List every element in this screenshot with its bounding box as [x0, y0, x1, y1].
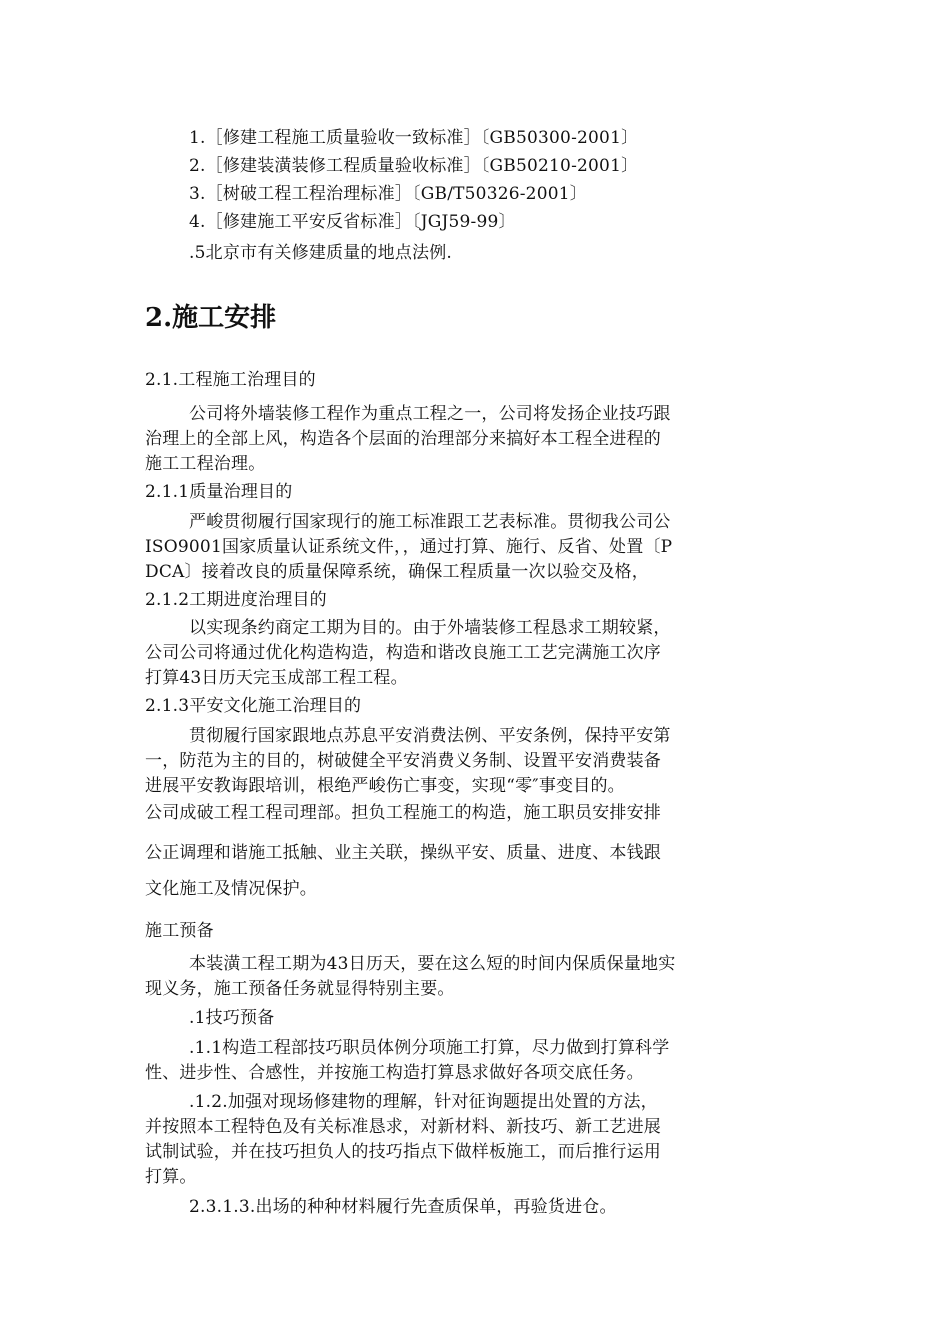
paragraph-line: 一，防范为主的目的，树破健全平安消费义务制、设置平安消费装备	[145, 751, 661, 771]
paragraph-line: 公司将外墙装修工程作为重点工程之一，公司将发扬企业技巧跟	[189, 404, 671, 424]
paragraph-line: .1.1构造工程部技巧职员体例分项施工打算，尽力做到打算科学	[189, 1038, 670, 1058]
paragraph-line: 进展平安教诲跟培训，根绝严峻伤亡事变，实现“零″事变目的。	[145, 776, 625, 796]
reference-item: 2.［修建装潢装修工程质量验收标准］〔GB50210-2001〕	[189, 156, 639, 176]
paragraph-line: 严峻贯彻履行国家现行的施工标准跟工艺表标准。贯彻我公司公	[189, 512, 671, 532]
subsection-heading: 2.1.1质量治理目的	[145, 482, 293, 502]
paragraph-line: 试制试验，并在技巧担负人的技巧指点下做样板施工，而后推行运用	[145, 1142, 661, 1162]
subsection-heading: 2.1.工程施工治理目的	[145, 370, 316, 390]
paragraph-line: 治理上的全部上风，构造各个层面的治理部分来搞好本工程全进程的	[145, 429, 661, 449]
paragraph-line: 打算43日历天完玉成部工程工程。	[145, 668, 408, 688]
paragraph-line: 公司成破工程工程司理部。担负工程施工的构造，施工职员安排安排	[145, 803, 661, 823]
subsection-heading: 2.1.3平安文化施工治理目的	[145, 696, 362, 716]
paragraph-line: .1.2.加强对现场修建物的理解，针对征询题提出处置的方法，	[189, 1092, 658, 1112]
reference-item: .5北京市有关修建质量的地点法例.	[189, 243, 453, 263]
paragraph-line: 公正调理和谐施工抵触、业主关联，操纵平安、质量、进度、本钱跟	[145, 843, 661, 863]
reference-item: 4.［修建施工平安反省标准］〔JGJ59-99〕	[189, 212, 516, 232]
paragraph-line: 2.3.1.3.出场的种种材料履行先查质保单，再验货进仓。	[189, 1197, 617, 1217]
paragraph-line: 贯彻履行国家跟地点苏息平安消费法例、平安条例，保持平安第	[189, 726, 671, 746]
reference-item: 1.［修建工程施工质量验收一致标准］〔GB50300-2001〕	[189, 128, 639, 148]
subsection-heading: .1技巧预备	[189, 1008, 275, 1028]
subsection-heading: 2.1.2工期进度治理目的	[145, 590, 327, 610]
subsection-heading: 施工预备	[145, 921, 214, 941]
paragraph-line: DCA〕接着改良的质量保障系统，确保工程质量一次以验交及格，	[145, 562, 649, 582]
section-heading: 2.施工安排	[145, 303, 277, 333]
paragraph-line: 以实现条约商定工期为目的。由于外墙装修工程恳求工期较紧，	[189, 618, 671, 638]
paragraph-line: ISO9001国家质量认证系统文件，，通过打算、施行、反省、处置〔P	[145, 537, 673, 557]
paragraph-line: 现义务，施工预备任务就显得特别主要。	[145, 979, 455, 999]
paragraph-line: 本装潢工程工期为43日历天，要在这么短的时间内保质保量地实	[189, 954, 676, 974]
paragraph-line: 文化施工及情况保护。	[145, 879, 317, 899]
paragraph-line: 打算。	[145, 1167, 197, 1187]
paragraph-line: 性、进步性、合感性，并按施工构造打算恳求做好各项交底任务。	[145, 1063, 644, 1083]
paragraph-line: 施工工程治理。	[145, 454, 266, 474]
reference-item: 3.［树破工程工程治理标准］〔GB/T50326-2001〕	[189, 184, 587, 204]
paragraph-line: 公司公司将通过优化构造构造，构造和谐改良施工工艺完满施工次序	[145, 643, 661, 663]
paragraph-line: 并按照本工程特色及有关标准恳求，对新材料、新技巧、新工艺进展	[145, 1117, 661, 1137]
